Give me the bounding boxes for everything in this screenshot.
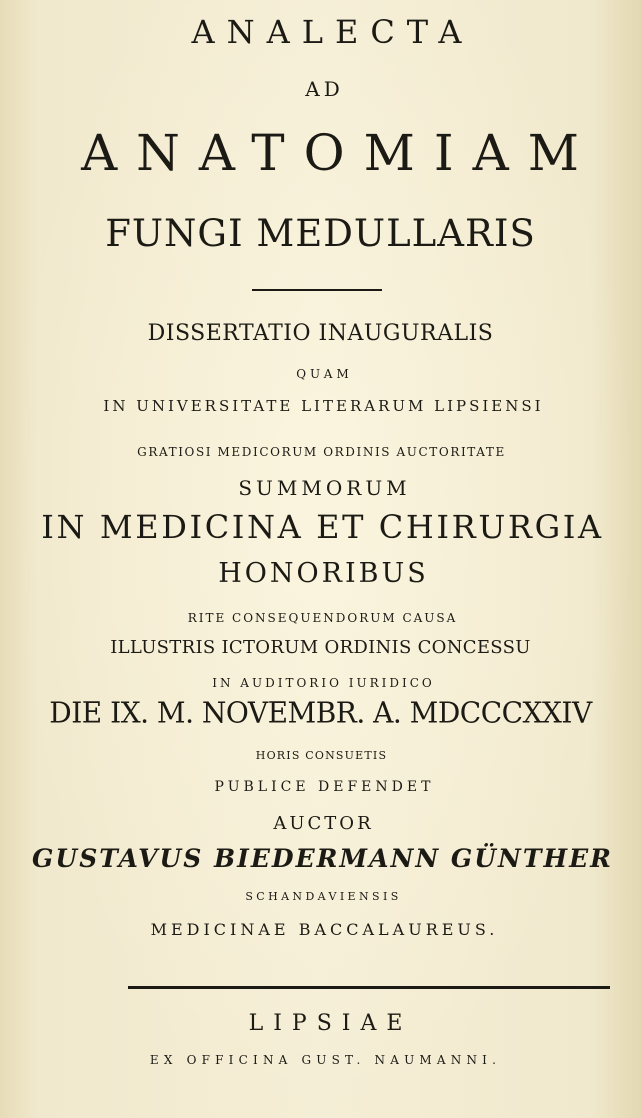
title-anatomiam: ANATOMIAM xyxy=(81,124,598,182)
summorum: SUMMORUM xyxy=(238,476,411,500)
rite-consequendorum: RITE CONSEQUENDORUM CAUSA xyxy=(187,611,458,625)
horis-consuetis: HORIS CONSUETIS xyxy=(255,749,388,762)
in-universitate: IN UNIVERSITATE LITERARUM LIPSIENSI xyxy=(103,397,544,415)
in-auditorio-iuridico: IN AUDITORIO IURIDICO xyxy=(212,676,435,690)
medicinae-baccalaureus: MEDICINAE BACCALAUREUS. xyxy=(150,920,499,939)
author-name: GUSTAVUS BIEDERMANN GÜNTHER xyxy=(32,844,613,873)
schandaviensis: SCHANDAVIENSIS xyxy=(245,890,402,903)
quam: QUAM xyxy=(296,367,353,381)
illustris-ictorum: ILLUSTRIS ICTORUM ORDINIS CONCESSU xyxy=(110,637,531,658)
auctor: AUCTOR xyxy=(273,813,374,834)
title-ad: AD xyxy=(305,77,344,101)
gratiosi-medicorum: GRATIOSI MEDICORUM ORDINIS AUCTORITATE xyxy=(137,445,506,459)
title-analecta: ANALECTA xyxy=(191,13,474,51)
die-ix-novembr: DIE IX. M. NOVEMBR. A. MDCCCXXIV xyxy=(49,695,592,730)
dissertatio-inauguralis: DISSERTATIO INAUGURALIS xyxy=(147,321,494,346)
long-rule xyxy=(128,986,610,989)
in-medicina-et-chirurgia: IN MEDICINA ET CHIRURGIA xyxy=(41,508,604,546)
title-fungi-medullaris: FUNGI MEDULLARIS xyxy=(105,212,536,255)
honoribus: HONORIBUS xyxy=(218,558,429,589)
ex-officina: EX OFFICINA GUST. NAUMANNI. xyxy=(149,1053,502,1067)
publice-defendet: PUBLICE DEFENDET xyxy=(214,779,435,795)
lipsiae: LIPSIAE xyxy=(248,1011,413,1036)
short-rule xyxy=(252,289,382,291)
